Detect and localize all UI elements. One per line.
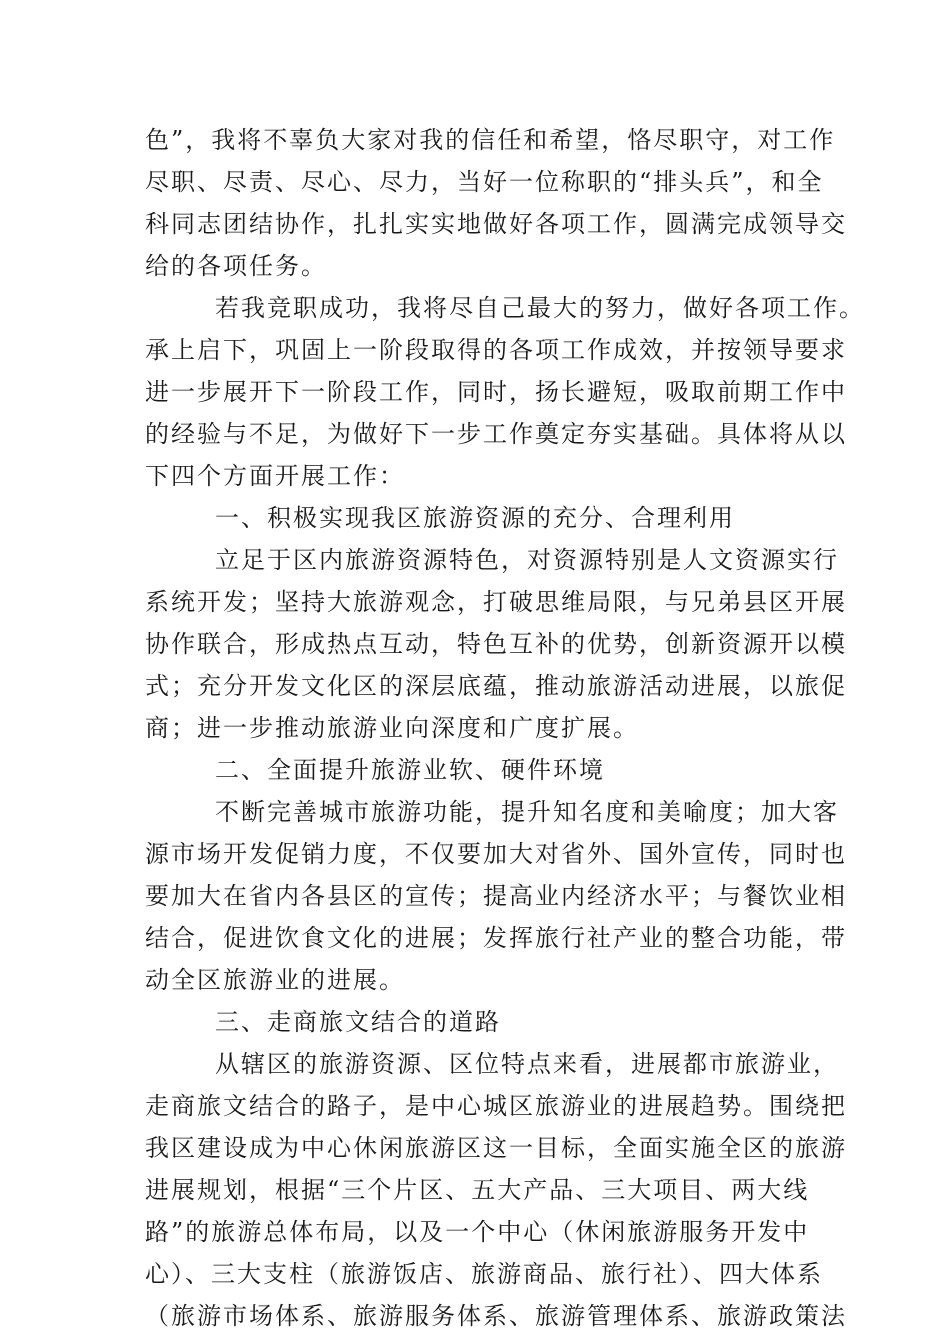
text-line: 给的各项任务。 [145, 252, 327, 280]
text-line: 走商旅文结合的路子，是中心城区旅游业的进展趋势。围绕把 [145, 1092, 847, 1120]
text-line: 系统开发；坚持大旅游观念，打破思维局限，与兄弟县区开展 [145, 588, 847, 616]
text-line: 承上启下，巩固上一阶段取得的各项工作成效，并按领导要求 [145, 336, 847, 364]
paragraph-start-line: 立足于区内旅游资源特色，对资源特别是人文资源实行 [215, 546, 839, 574]
text-line: （旅游市场体系、旅游服务体系、旅游管理体系、旅游政策法 [145, 1302, 847, 1330]
text-line: 的经验与不足，为做好下一步工作奠定夯实基础。具体将从以 [145, 420, 847, 448]
text-line: 下四个方面开展工作： [145, 462, 405, 490]
text-line: 科同志团结协作，扎扎实实地做好各项工作，圆满完成领导交 [145, 210, 847, 238]
text-line: 式；充分开发文化区的深层底蕴，推动旅游活动进展，以旅促 [145, 672, 847, 700]
paragraph-start-line: 不断完善城市旅游功能，提升知名度和美喻度；加大客 [215, 798, 839, 826]
paragraph-start-line: 从辖区的旅游资源、区位特点来看，进展都市旅游业， [215, 1050, 839, 1078]
text-line: 结合，促进饮食文化的进展；发挥旅行社产业的整合功能，带 [145, 924, 847, 952]
text-line: 色”，我将不辜负大家对我的信任和希望，恪尽职守，对工作 [145, 126, 836, 154]
text-line: 动全区旅游业的进展。 [145, 966, 405, 994]
section-heading-2: 二、全面提升旅游业软、硬件环境 [215, 756, 605, 784]
text-line: 路”的旅游总体布局，以及一个中心（休闲旅游服务开发中 [145, 1218, 810, 1246]
paragraph-start-line: 若我竞职成功，我将尽自己最大的努力，做好各项工作。 [215, 294, 865, 322]
text-line: 源市场开发促销力度，不仅要加大对省外、国外宣传，同时也 [145, 840, 847, 868]
text-line: 尽职、尽责、尽心、尽力，当好一位称职的“排头兵”，和全 [145, 168, 824, 196]
text-line: 进展规划，根据“三个片区、五大产品、三大项目、两大线 [145, 1176, 810, 1204]
section-heading-1: 一、积极实现我区旅游资源的充分、合理利用 [215, 504, 735, 532]
text-line: 协作联合，形成热点互动，特色互补的优势，创新资源开以模 [145, 630, 847, 658]
text-line: 商；进一步推动旅游业向深度和广度扩展。 [145, 714, 639, 742]
text-line: 要加大在省内各县区的宣传；提高业内经济水平；与餐饮业相 [145, 882, 847, 910]
text-line: 我区建设成为中心休闲旅游区这一目标，全面实施全区的旅游 [145, 1134, 847, 1162]
document-body [145, 119, 865, 1337]
section-heading-3: 三、走商旅文结合的道路 [215, 1008, 501, 1036]
text-line: 进一步展开下一阶段工作，同时，扬长避短，吸取前期工作中 [145, 378, 847, 406]
text-line: 心）、三大支柱（旅游饭店、旅游商品、旅行社）、四大体系 [145, 1260, 823, 1288]
